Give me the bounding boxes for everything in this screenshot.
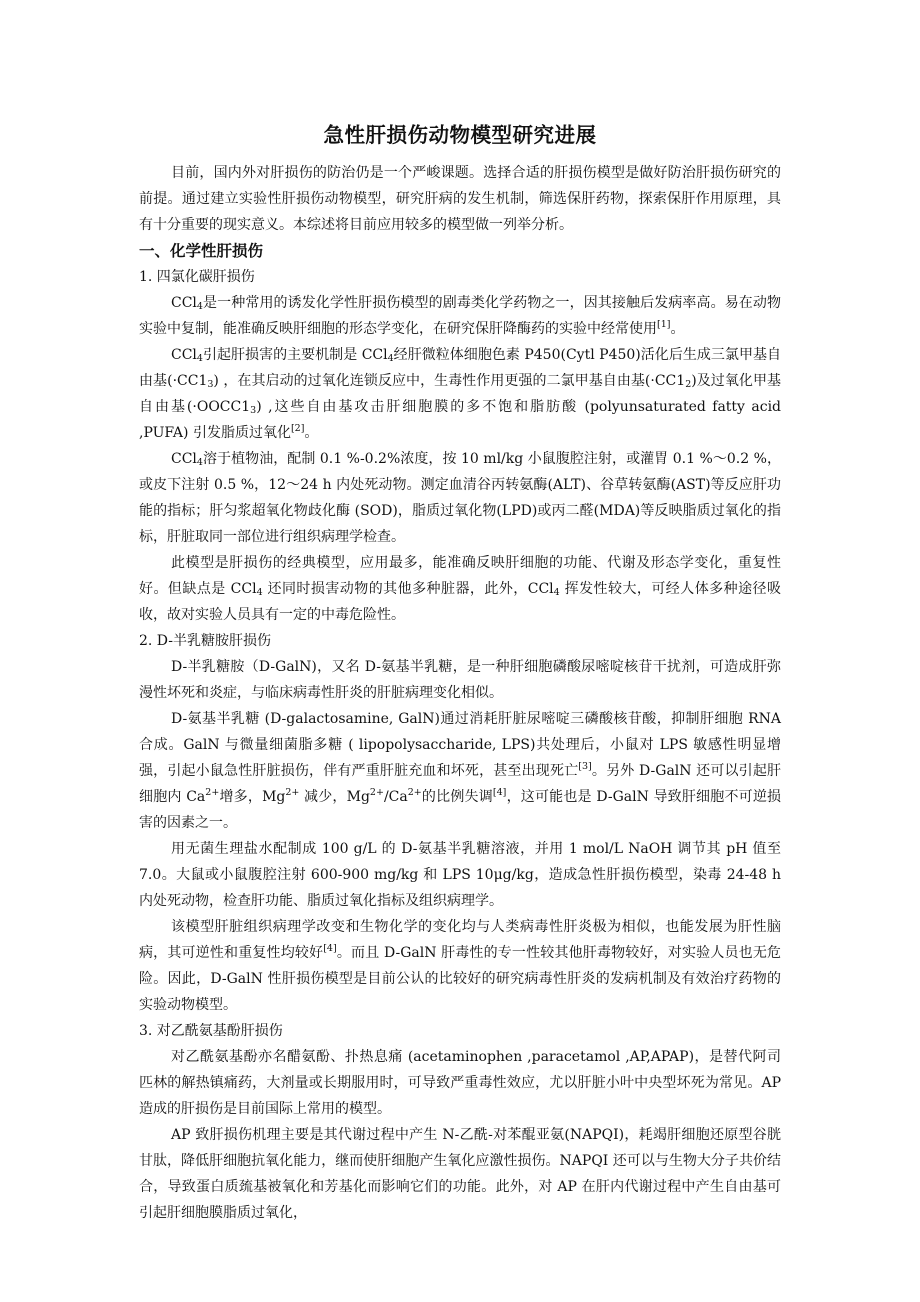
section-heading-chemical: 一、化学性肝损伤 <box>139 242 264 260</box>
citation-ref: [4] <box>323 943 337 954</box>
paragraph-ccl4-method: CCl$_4$溶于植物油，配制 0.1 %-0.2%浓度，按 10 ml/kg 小鼠腹腔注射，或灌胃 0.1 %～0.2 %，或皮下注射 0.5 %，12～24 h 内处死动物。测定血清谷丙转氨酶(ALT)、谷草转氨酶(AST)等反应肝功能的指标；肝匀浆超氧化物歧化酶 (SOD)，脂质过氧化物(LPD)或丙二醛(MDA)等反映脂质过氧化的指标，肝脏取同一部位进行组织病理学检查。 <box>139 451 781 545</box>
paragraph-galn-mechanism: D-氨基半乳糖 (D-galactosamine, GalN)通过消耗肝脏尿嘧啶三磷酸核苷酸，抑制肝细胞 RNA 合成。GalN 与微量细菌脂多糖 ( lipopolysaccharide, LPS)共处理后，小鼠对 LPS 敏感性明显增强，引起小鼠急性肝脏损伤，伴有严重肝脏充血和坏死，甚至出现死亡[3]。另外 D-GalN 还可以引起肝细胞内 $Ca^{2+}$增多，$Mg^{2+}$ 减少，$Mg^{2+}/Ca^{2+}$的比例失调[4]，这可能也是 D-GalN 导致肝细胞不可逆损害的因素之一。 <box>139 711 782 831</box>
paragraph-apap-mechanism: AP 致肝损伤机理主要是其代谢过程中产生 N-乙酰-对苯醌亚氨(NAPQI)，耗竭肝细胞还原型谷胱甘肽，降低肝细胞抗氧化能力，继而使肝细胞产生氧化应激性损伤。NAPQI 还可以与生物大分子共价结合，导致蛋白质巯基被氧化和芳基化而影响它们的功能。此外，对 AP 在肝内代谢过程中产生自由基可引起肝细胞膜脂质过氧化， <box>139 1127 781 1221</box>
paragraph-ccl4-mechanism: CCl$_4$引起肝损害的主要机制是 CCl$_4$经肝微粒体细胞色素 P450(Cytl P450)活化后生成三氯甲基自由基$(\cdot CC1_3)$ ，在其启动的过氧化连锁反应中，生毒性作用更强的二氯甲基自由基$(\cdot CC1_2)$及过氧化甲基自由基$(\cdot OOCC1_3)$ ,这些自由基攻击肝细胞膜的多不饱和脂肪酸 (polyunsaturated fatty acid ,PUFA) 引发脂质过氧化[2]。 <box>139 347 782 441</box>
citation-ref: [3] <box>578 761 592 772</box>
intro-paragraph: 目前，国内外对肝损伤的防治仍是一个严峻课题。选择合适的肝损伤模型是做好防治肝损伤研究的前提。通过建立实验性肝损伤动物模型，研究肝病的发生机制，筛选保肝药物，探索保肝作用原理，具有十分重要的现实意义。本综述将目前应用较多的模型做一列举分析。 <box>139 165 781 233</box>
paragraph-galn-intro: D-半乳糖胺（D-GalN)，又名 D-氨基半乳糖，是一种肝细胞磷酸尿嘧啶核苷干扰剂，可造成肝弥漫性坏死和炎症，与临床病毒性肝炎的肝脏病理变化相似。 <box>139 659 781 701</box>
paragraph-ccl4-intro: CCl$_4$是一种常用的诱发化学性肝损伤模型的剧毒类化学药物之一，因其接触后发病率高。易在动物实验中复制，能准确反映肝细胞的形态学变化，在研究保肝降酶药的实验中经常使用[1]。 <box>139 295 781 337</box>
citation-ref: [2] <box>290 423 305 434</box>
subsection-heading-ccl4: 1. 四氯化碳肝损伤 <box>139 269 255 285</box>
citation-ref: [4] <box>492 787 507 798</box>
citation-ref: [1] <box>657 319 671 330</box>
paragraph-ccl4-evaluation: 此模型是肝损伤的经典模型，应用最多，能准确反映肝细胞的功能、代谢及形态学变化，重复性好。但缺点是 CCl$_4$ 还同时损害动物的其他多种脏器，此外，CCl$_4$ 挥发性较大，可经人体多种途径吸收，故对实验人员具有一定的中毒危险性。 <box>139 555 782 623</box>
subsection-heading-apap: 3. 对乙酰氨基酚肝损伤 <box>139 1023 283 1039</box>
subsection-heading-galn: 2. D-半乳糖胺肝损伤 <box>139 633 272 649</box>
paragraph-apap-intro: 对乙酰氨基酚亦名醋氨酚、扑热息痛 (acetaminophen ,paracetamol ,AP,APAP)，是替代阿司匹林的解热镇痛药，大剂量或长期服用时，可导致严重毒性效应，尤以肝脏小叶中央型坏死为常见。AP 造成的肝损伤是目前国际上常用的模型。 <box>139 1049 781 1117</box>
document-body <box>139 160 781 1226</box>
paragraph-galn-method: 用无菌生理盐水配制成 100 g/L 的 D-氨基半乳糖溶液，并用 1 mol/L NaOH 调节其 pH 值至 7.0。大鼠或小鼠腹腔注射 600-900 mg/kg 和 LPS 10μg/kg，造成急性肝损伤模型，染毒 24-48 h 内处死动物，检查肝功能、脂质过氧化指标及组织病理学。 <box>139 841 781 909</box>
document-title: 急性肝损伤动物模型研究进展 <box>323 123 597 147</box>
paragraph-galn-evaluation: 该模型肝脏组织病理学改变和生物化学的变化均与人类病毒性肝炎极为相似，也能发展为肝性脑病，其可逆性和重复性均较好[4]。而且 D-GalN 肝毒性的专一性较其他肝毒物较好，对实验人员也无危险。因此，D-GalN 性肝损伤模型是目前公认的比较好的研究病毒性肝炎的发病机制及有效治疗药物的实验动物模型。 <box>139 919 782 1013</box>
